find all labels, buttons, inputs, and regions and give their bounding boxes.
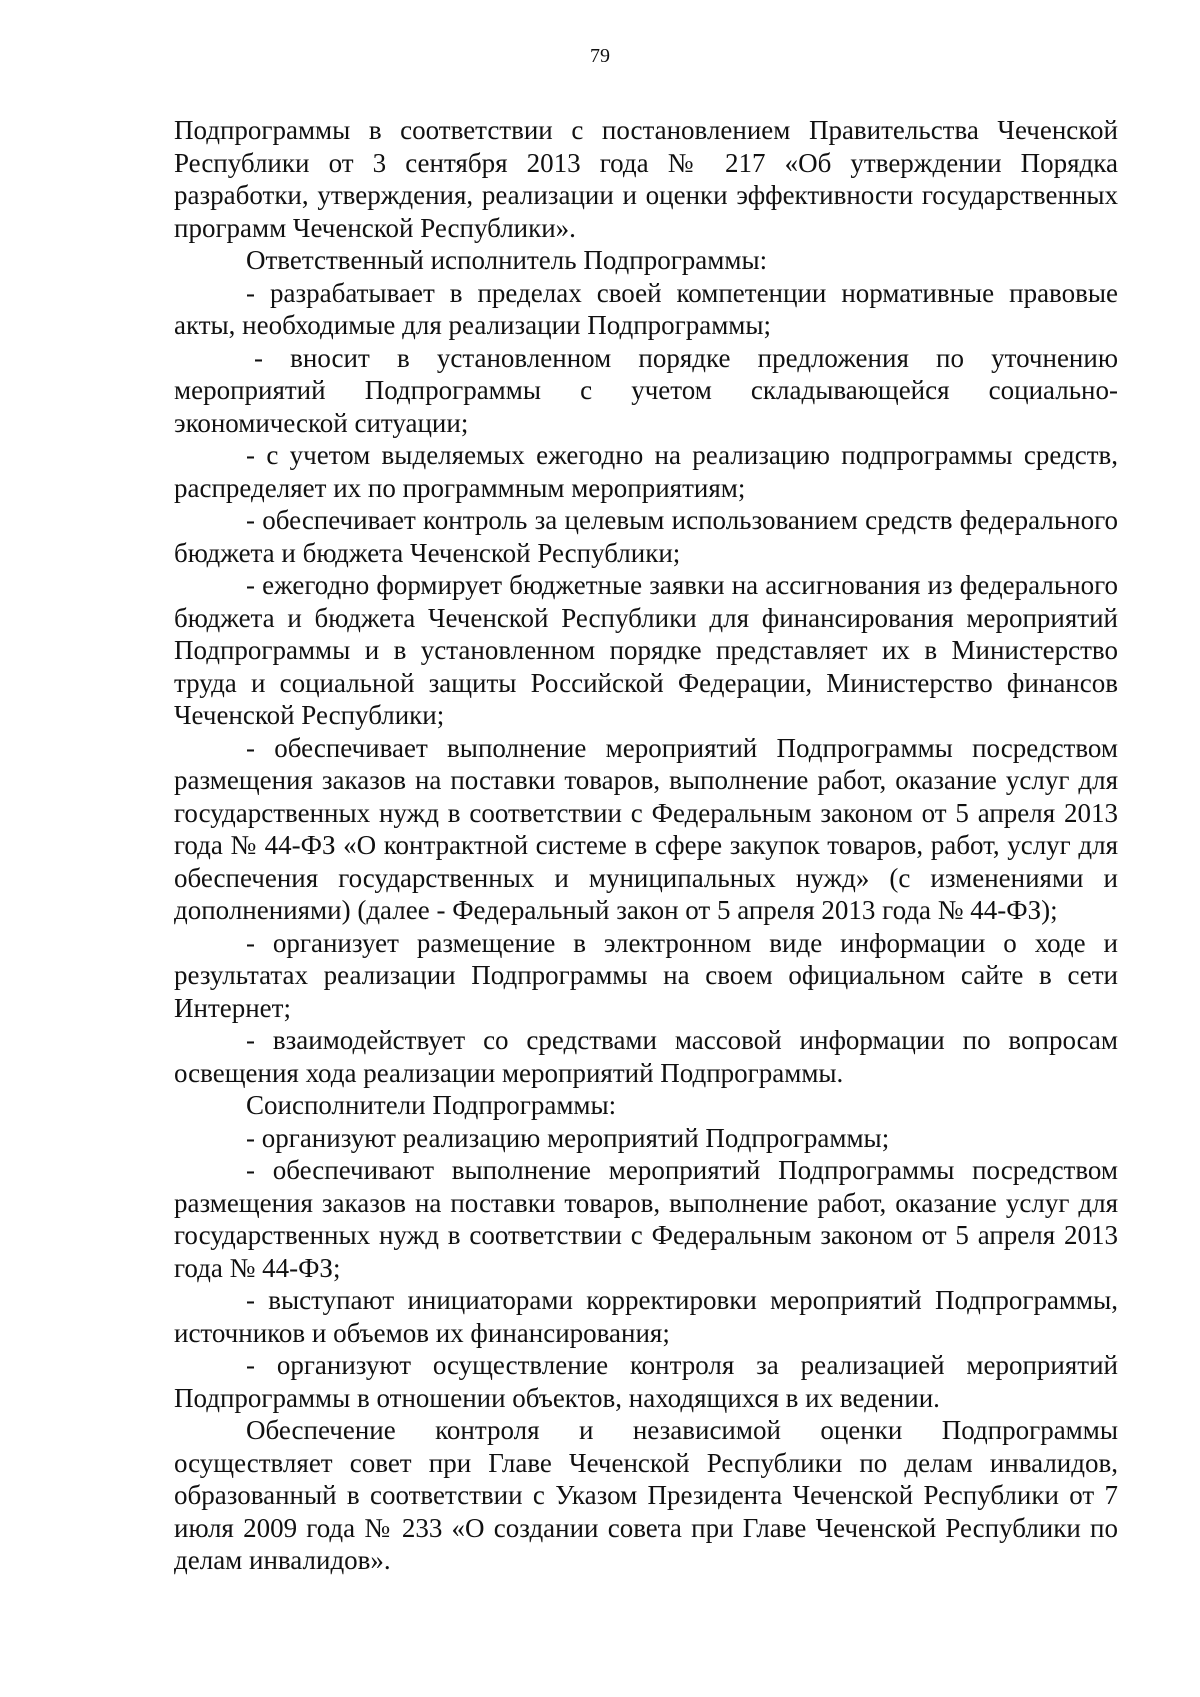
paragraph-submits-proposals: - вносит в установленном порядке предложения по уточнению мероприятий Подпрограммы с учетом складывающейся социально-экономической ситуации; bbox=[174, 342, 1118, 438]
page-number: 79 bbox=[590, 45, 610, 67]
paragraph-publishes-information: - организует размещение в электронном виде информации о ходе и результатах реализации Подпрограммы на своем официальном сайте в сети Интернет; bbox=[174, 927, 1118, 1023]
paragraph-co-executors-heading: Соисполнители Подпрограммы: bbox=[246, 1090, 617, 1120]
paragraph-continuation: Подпрограммы в соответствии с постановлением Правительства Чеченской Республики от 3 сентября 2013 года № 217 «Об утверждении Порядка разработки, утверждения, реализации и оценки эффективности государственных программ Чеченской Республики». bbox=[174, 115, 1118, 243]
paragraph-distributes-funds: - с учетом выделяемых ежегодно на реализацию подпрограммы средств, распределяет их по программным мероприятиям; bbox=[174, 440, 1118, 503]
paragraph-controls-spending: - обеспечивает контроль за целевым использованием средств федерального бюджета и бюджета Чеченской Республики; bbox=[174, 505, 1118, 568]
paragraph-media-interaction: - взаимодействует со средствами массовой информации по вопросам освещения хода реализации мероприятий Подпрограммы. bbox=[174, 1025, 1118, 1088]
paragraph-organize-control: - организуют осуществление контроля за реализацией мероприятий Подпрограммы в отношении объектов, находящихся в их ведении. bbox=[174, 1350, 1118, 1413]
paragraph-initiate-adjustments: - выступают инициаторами корректировки мероприятий Подпрограммы, источников и объемов их финансирования; bbox=[174, 1285, 1118, 1348]
paragraph-co-executors-procurement: - обеспечивают выполнение мероприятий Подпрограммы посредством размещения заказов на поставки товаров, выполнение работ, оказание услуг для государственных нужд в соответствии с Федеральным законом от 5 апреля 2013 года № 44-ФЗ; bbox=[174, 1155, 1118, 1283]
paragraph-budget-requests: - ежегодно формирует бюджетные заявки на ассигнования из федерального бюджета и бюджета Чеченской Республики для финансирования мероприятий Подпрограммы и в установленном порядке представляет их в Министерство труда и социальной защиты Российской Федерации, Министерство финансов Чеченской Республики; bbox=[174, 570, 1118, 730]
document-body bbox=[174, 114, 1118, 1577]
paragraph-independent-evaluation: Обеспечение контроля и независимой оценки Подпрограммы осуществляет совет при Главе Чеченской Республики по делам инвалидов, образованный в соответствии с Указом Президента Чеченской Республики от 7 июля 2009 года № 233 «О создании совета при Главе Чеченской Республики по делам инвалидов». bbox=[174, 1415, 1118, 1575]
paragraph-responsible-executor-heading: Ответственный исполнитель Подпрограммы: bbox=[246, 245, 768, 275]
paragraph-develops-acts: - разрабатывает в пределах своей компетенции нормативные правовые акты, необходимые для реализации Подпрограммы; bbox=[174, 277, 1118, 340]
paragraph-procurement: - обеспечивает выполнение мероприятий Подпрограммы посредством размещения заказов на поставки товаров, выполнение работ, оказание услуг для государственных нужд в соответствии с Федеральным законом от 5 апреля 2013 года № 44-ФЗ «О контрактной системе в сфере закупок товаров, работ, услуг для обеспечения государственных и муниципальных нужд» (с изменениями и дополнениями) (далее - Федеральный закон от 5 апреля 2013 года № 44-ФЗ); bbox=[174, 732, 1118, 925]
paragraph-organize-implementation: - организуют реализацию мероприятий Подпрограммы; bbox=[246, 1122, 890, 1153]
